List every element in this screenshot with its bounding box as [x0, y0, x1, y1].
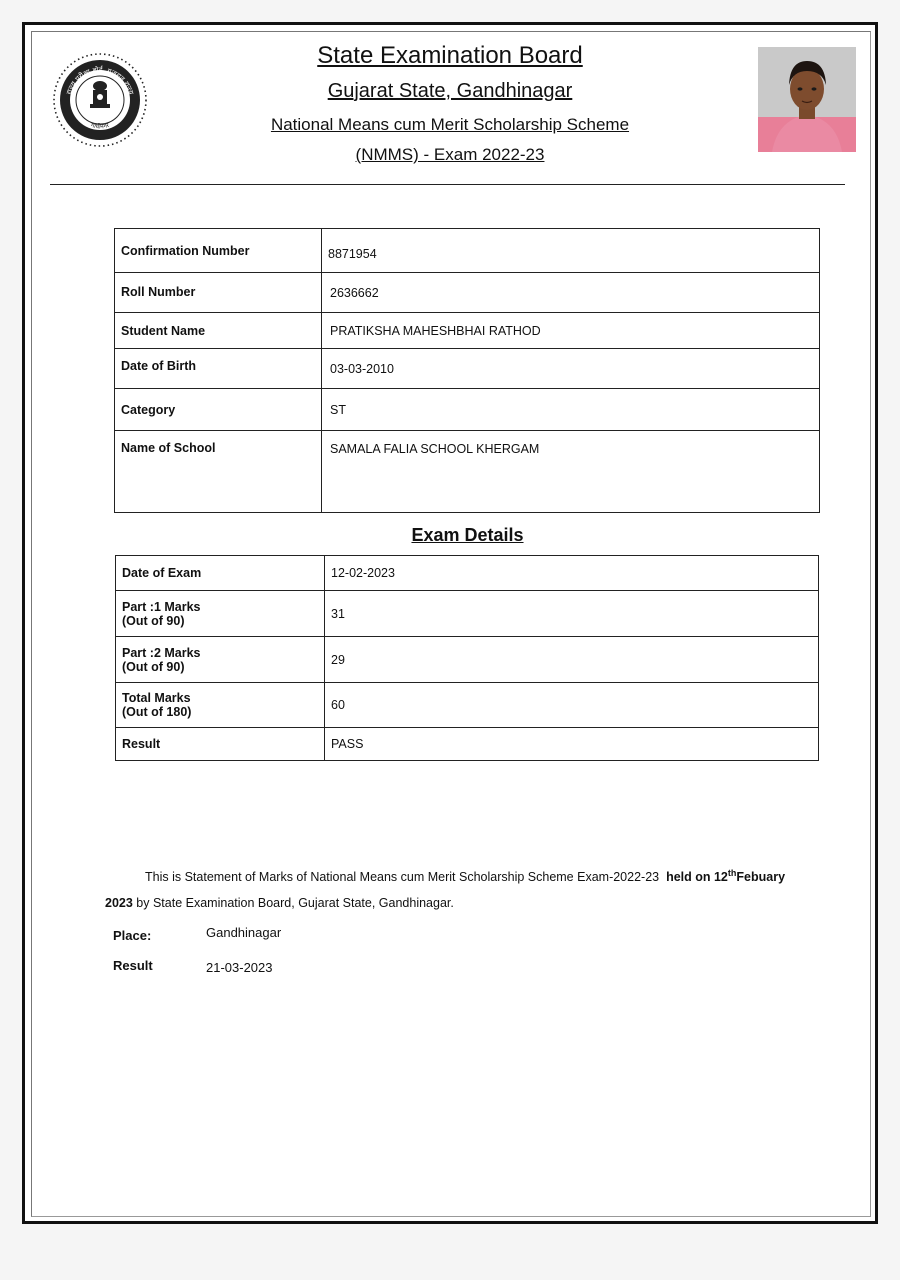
student-name-label: Student Name [115, 313, 322, 349]
statement-month: Febuary [736, 870, 786, 885]
board-title: State Examination Board [317, 42, 583, 69]
table-row [115, 349, 820, 389]
date-of-birth-value: 03-03-2010 [322, 349, 820, 389]
table-row [116, 683, 819, 728]
category-label: Category [115, 389, 322, 431]
statement-held-on: held on 12 [666, 870, 728, 885]
school-name-value: SAMALA FALIA SCHOOL KHERGAM [322, 431, 820, 513]
result-value: PASS [325, 728, 819, 761]
total-marks-label-text: Total Marks [122, 691, 191, 705]
date-of-birth-label: Date of Birth [115, 349, 322, 389]
confirmation-number-label: Confirmation Number [115, 229, 322, 273]
part1-marks-out-of: (Out of 90) [122, 613, 185, 628]
result-label [116, 728, 325, 761]
school-name-label: Name of School [115, 431, 322, 513]
seal-bottom-text: गांधीनगर [89, 121, 111, 131]
state-subtitle: Gujarat State, Gandhinagar [327, 80, 573, 102]
confirmation-number-value: 8871954 [322, 229, 820, 273]
table-row [116, 728, 819, 761]
part1-marks-value: 31 [325, 591, 819, 637]
part1-marks-label [116, 591, 325, 637]
student-photo-icon [758, 47, 856, 152]
statement-paragraph [105, 860, 845, 916]
result-label-text: Result [122, 737, 161, 751]
roll-number-label: Roll Number [115, 273, 322, 313]
student-name-value: PRATIKSHA MAHESHBHAI RATHOD [322, 313, 820, 349]
total-marks-label [116, 683, 325, 728]
table-row [116, 637, 819, 683]
part2-marks-label [116, 637, 325, 683]
exam-details-table [115, 555, 819, 761]
place-value: Gandhinagar [206, 925, 282, 940]
result-date-label: Result [113, 958, 153, 973]
student-details-table [114, 228, 820, 513]
part2-marks-value: 29 [325, 637, 819, 683]
date-of-exam-label-text: Date of Exam [122, 566, 202, 580]
statement-text: This is Statement of Marks of National Means cum Merit Scholarship Scheme Exam-2022-23 [145, 870, 660, 885]
category-value: ST [322, 389, 820, 431]
part1-marks-label-text: Part :1 Marks [122, 599, 201, 614]
table-row [115, 431, 820, 513]
exam-details-heading: Exam Details [411, 525, 524, 545]
part2-marks-label-text: Part :2 Marks [122, 645, 201, 660]
total-marks-value: 60 [325, 683, 819, 728]
table-row [115, 273, 820, 313]
date-of-exam-value: 12-02-2023 [325, 556, 819, 591]
table-row [115, 229, 820, 273]
result-date-value: 21-03-2023 [206, 960, 273, 975]
exam-title: (NMMS) - Exam 2022-23 [355, 145, 545, 164]
student-photo [758, 47, 856, 152]
statement-issuer: by State Examination Board, Gujarat State, Gandhinagar. [136, 896, 454, 911]
table-row [116, 556, 819, 591]
seal-top-text: राज्य परीक्षा बोर्ड, गुजरात राज्य [65, 65, 135, 96]
header-divider [50, 184, 845, 185]
table-row [115, 313, 820, 349]
roll-number-value: 2636662 [322, 273, 820, 313]
place-label: Place: [113, 928, 152, 943]
total-marks-out-of: (Out of 180) [122, 705, 192, 719]
part2-marks-out-of: (Out of 90) [122, 659, 185, 674]
scheme-title: National Means cum Merit Scholarship Scheme [270, 115, 630, 134]
statement-sup: th [727, 868, 737, 878]
statement-year: 2023 [105, 896, 133, 911]
table-row [115, 389, 820, 431]
date-of-exam-label [116, 556, 325, 591]
table-row [116, 591, 819, 637]
